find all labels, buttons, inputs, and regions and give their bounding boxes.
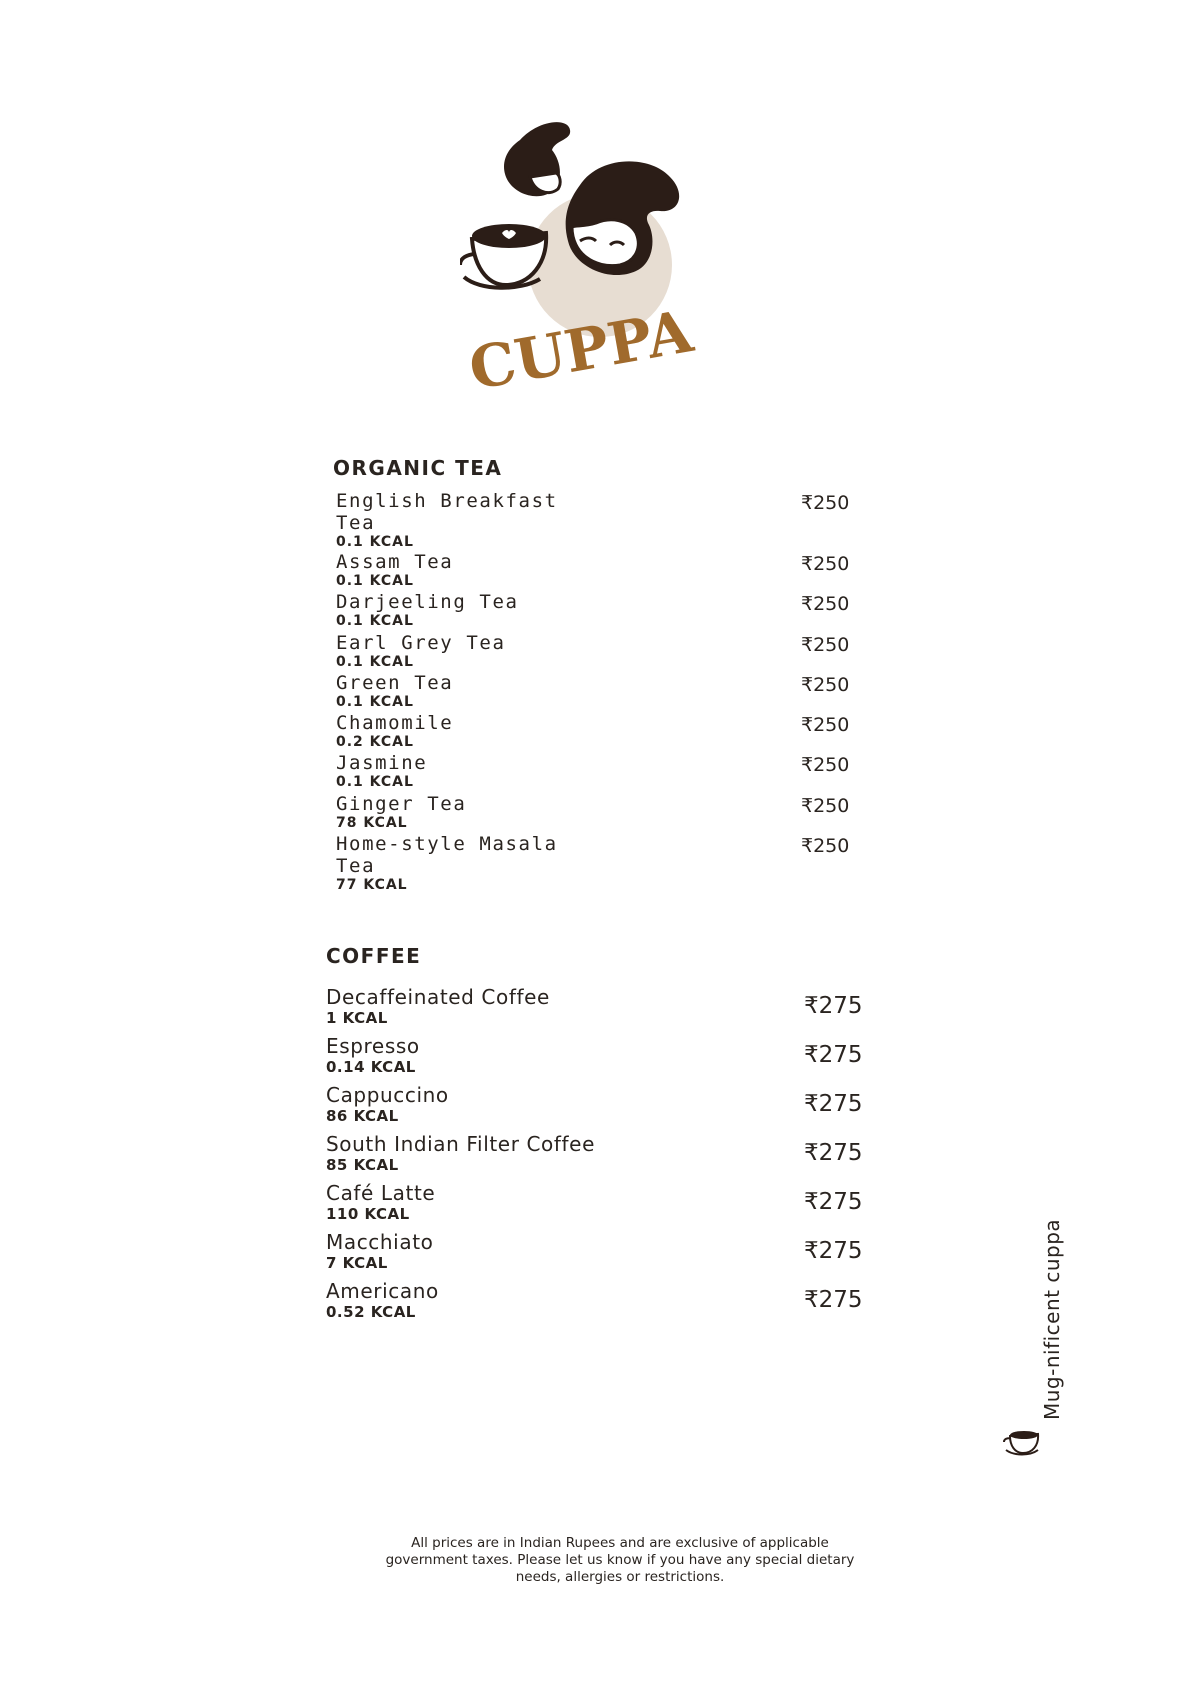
coffee-item-name: Espresso: [326, 1034, 420, 1058]
coffee-item-price: ₹275: [804, 1091, 863, 1117]
coffee-item-kcal: 0.14 KCAL: [326, 1058, 416, 1076]
tea-item-kcal: 0.1 KCAL: [336, 613, 414, 630]
coffee-item-name: Decaffeinated Coffee: [326, 985, 550, 1009]
tea-item-jasmine: [336, 752, 856, 792]
tea-item-kcal: 77 KCAL: [336, 877, 408, 894]
price-disclaimer: All prices are in Indian Rupees and are exclusive of applicable government taxes. Please let us know if you have any special dietary needs, allergies or restrictions.: [385, 1535, 855, 1585]
tea-item-name: Jasmine: [336, 752, 428, 775]
coffee-item-name: Macchiato: [326, 1230, 434, 1254]
tea-item-price: ₹250: [801, 754, 850, 777]
tea-item-price: ₹250: [801, 553, 850, 575]
coffee-item-name: Cappuccino: [326, 1083, 449, 1107]
tea-item-kcal: 0.1 KCAL: [336, 774, 414, 791]
tea-item-name: Darjeeling Tea: [336, 591, 519, 614]
tea-item-green: [336, 672, 856, 712]
tea-menu-list: [336, 490, 856, 894]
coffee-item-kcal: 0.52 KCAL: [326, 1303, 416, 1321]
coffee-item-price: ₹275: [804, 1287, 863, 1313]
cuppa-logo: [460, 115, 760, 405]
tea-item-name: Ginger Tea: [336, 792, 467, 815]
tea-item-kcal: 0.2 KCAL: [336, 734, 414, 751]
coffee-item-kcal: 86 KCAL: [326, 1107, 399, 1125]
tea-item-price: ₹250: [801, 633, 850, 656]
tea-item-price: ₹250: [801, 492, 850, 514]
coffee-cup-icon: [1002, 1426, 1042, 1456]
coffee-item-price: ₹275: [804, 1238, 863, 1264]
tea-item-name: Earl Grey Tea: [336, 631, 506, 654]
coffee-menu-list: [326, 985, 866, 1328]
coffee-item-kcal: 1 KCAL: [326, 1009, 388, 1027]
tea-section-title: ORGANIC TEA: [333, 456, 503, 480]
tea-item-assam: [336, 551, 856, 591]
tea-item-price: ₹250: [801, 714, 850, 737]
tea-item-name: Green Tea: [336, 671, 454, 694]
coffee-item-americano: [326, 1279, 866, 1328]
tea-item-name: Assam Tea: [336, 551, 454, 573]
coffee-section-title: COFFEE: [326, 944, 422, 968]
tea-item-price: ₹250: [801, 673, 850, 696]
tea-item-kcal: 78 KCAL: [336, 814, 408, 831]
coffee-item-kcal: 7 KCAL: [326, 1254, 388, 1272]
tea-item-price: ₹250: [801, 835, 850, 858]
tagline-text: Mug-nificent cuppa: [1040, 1218, 1064, 1420]
tea-item-kcal: 0.1 KCAL: [336, 534, 414, 550]
tea-item-price: ₹250: [801, 593, 850, 616]
coffee-item-price: ₹275: [804, 993, 863, 1019]
coffee-item-latte: [326, 1181, 866, 1230]
tea-item-name: Chamomile: [336, 712, 454, 735]
coffee-item-name: Café Latte: [326, 1181, 436, 1205]
tea-item-name: Home-style Masala Tea: [336, 833, 558, 878]
coffee-item-name: South Indian Filter Coffee: [326, 1132, 595, 1156]
small-character-illustration: [504, 122, 570, 196]
coffee-item-kcal: 85 KCAL: [326, 1156, 399, 1174]
coffee-item-kcal: 110 KCAL: [326, 1205, 410, 1223]
coffee-item-price: ₹275: [804, 1042, 863, 1068]
tea-item-english-breakfast: [336, 490, 856, 551]
tea-item-name: English Breakfast Tea: [336, 490, 558, 534]
coffee-item-price: ₹275: [804, 1140, 863, 1166]
tea-item-chamomile: [336, 712, 856, 752]
tea-item-darjeeling: [336, 591, 856, 631]
tea-item-kcal: 0.1 KCAL: [336, 573, 414, 589]
tea-item-kcal: 0.1 KCAL: [336, 693, 414, 710]
coffee-item-espresso: [326, 1034, 866, 1083]
coffee-item-price: ₹275: [804, 1189, 863, 1215]
tea-item-earl-grey: [336, 632, 856, 672]
coffee-item-decaf: [326, 985, 866, 1034]
coffee-item-macchiato: [326, 1230, 866, 1279]
brand-wordmark: CUPPA: [464, 297, 698, 404]
tea-item-price: ₹250: [801, 794, 850, 817]
tea-item-ginger: [336, 793, 856, 833]
coffee-item-cappuccino: [326, 1083, 866, 1132]
tea-item-masala: [336, 833, 856, 894]
tea-item-kcal: 0.1 KCAL: [336, 653, 414, 670]
coffee-item-name: Americano: [326, 1279, 439, 1303]
coffee-item-filter-coffee: [326, 1132, 866, 1181]
